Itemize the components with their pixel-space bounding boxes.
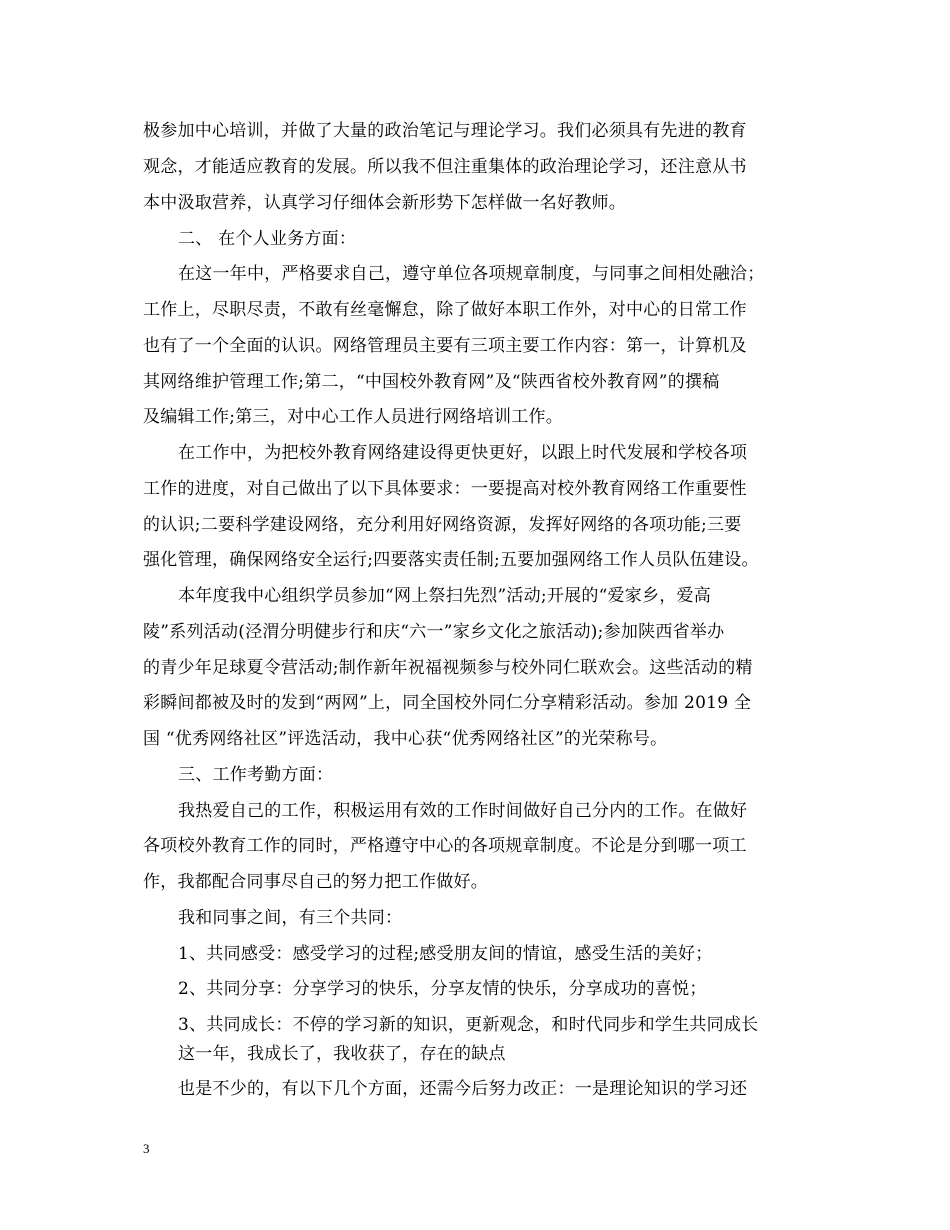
section-heading: 二、 在个人业务方面：	[178, 229, 357, 249]
body-text-line: 强化管理，确保网络安全运行;四要落实责任制;五要加强网络工作人员队伍建设。	[143, 550, 759, 570]
body-text-line: 陵”系列活动(泾渭分明健步行和庆“六一”家乡文化之旅活动);参加陕西省举办	[143, 622, 725, 642]
body-text-line: 也有了一个全面的认识。网络管理员主要有三项主要工作内容：第一，计算机及	[143, 336, 747, 356]
body-text-line: 这一年，我成长了，我收获了，存在的缺点	[178, 1044, 506, 1064]
list-item: 3、共同成长：不停的学习新的知识，更新观念，和时代同步和学生共同成长	[178, 1015, 759, 1035]
body-text-line: 也是不少的，有以下几个方面，还需今后努力改正：一是理论知识的学习还	[178, 1079, 748, 1099]
body-text-line: 在工作中，为把校外教育网络建设得更快更好，以跟上时代发展和学校各项	[178, 443, 748, 463]
body-text-line: 极参加中心培训，并做了大量的政治笔记与理论学习。我们必须具有先进的教育	[143, 121, 747, 141]
body-text-line: 的青少年足球夏令营活动;制作新年祝福视频参与校外同仁联欢会。这些活动的精	[143, 658, 753, 678]
list-item: 1、共同感受：感受学习的过程;感受朋友间的情谊，感受生活的美好；	[178, 944, 713, 964]
body-text-line: 及编辑工作;第三，对中心工作人员进行网络培训工作。	[143, 407, 563, 427]
body-text-line: 本年度我中心组织学员参加“网上祭扫先烈”活动;开展的“爱家乡，爱高	[178, 586, 712, 606]
body-text-line: 工作上，尽职尽责，不敢有丝毫懈怠，除了做好本职工作外，对中心的日常工作	[143, 300, 747, 320]
body-text-line: 其网络维护管理工作;第二，“中国校外教育网”及“陕西省校外教育网”的撰稿	[143, 372, 720, 392]
page-number: 3	[143, 1141, 150, 1156]
body-text-line: 工作的进度，对自己做出了以下具体要求：一要提高对校外教育网络工作重要性	[143, 479, 747, 499]
body-text-line: 在这一年中，严格要求自己，遵守单位各项规章制度，与同事之间相处融洽；	[178, 264, 765, 284]
section-heading: 三、工作考勤方面：	[178, 765, 334, 785]
body-text-line: 各项校外教育工作的同时，严格遵守中心的各项规章制度。不论是分到哪一项工	[143, 836, 747, 856]
body-text-line: 观念，才能适应教育的发展。所以我不但注重集体的政治理论学习，还注意从书	[143, 157, 747, 177]
body-text-line: 我和同事之间，有三个共同：	[178, 908, 403, 928]
body-text-line: 本中汲取营养，认真学习仔细体会新形势下怎样做一名好教师。	[143, 193, 626, 213]
body-text-line: 国 “优秀网络社区”评选活动，我中心获“优秀网络社区”的光荣称号。	[143, 729, 668, 749]
body-text-line: 的认识;二要科学建设网络，充分利用好网络资源，发挥好网络的各项功能;三要	[143, 515, 742, 535]
body-text-line: 作，我都配合同事尽自己的努力把工作做好。	[143, 872, 488, 892]
body-text-line: 彩瞬间都被及时的发到“两网”上，同全国校外同仁分享精彩活动。参加 2019 全	[143, 693, 752, 713]
body-text-line: 我热爱自己的工作，积极运用有效的工作时间做好自己分内的工作。在做好	[178, 801, 748, 821]
list-item: 2、共同分享：分享学习的快乐，分享友情的快乐，分享成功的喜悦；	[178, 979, 707, 999]
